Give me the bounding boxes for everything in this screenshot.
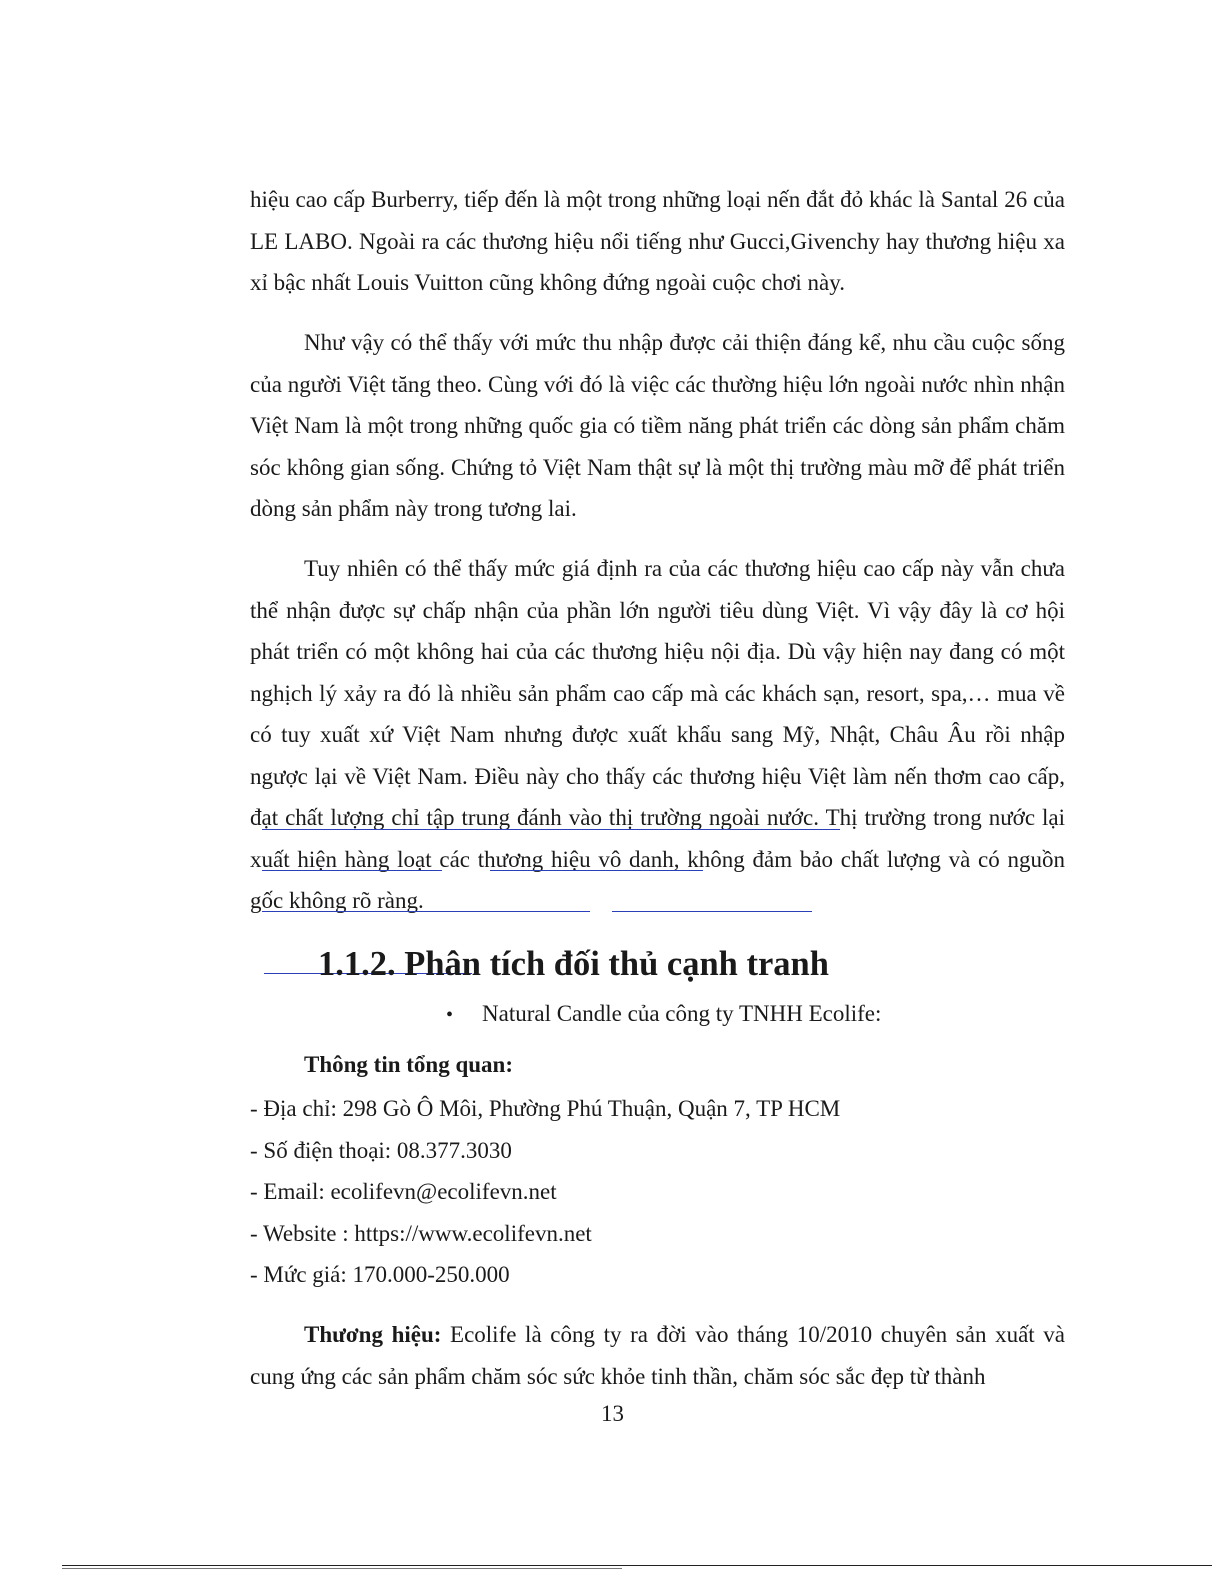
footer-divider [62,1565,1212,1566]
info-address: - Địa chỉ: 298 Gò Ô Môi, Phường Phú Thuận, Quận 7, TP HCM [250,1096,841,1121]
paragraph-text: Tuy nhiên có thể thấy mức giá định ra của các thương hiệu cao cấp này vẫn chưa thể nhận được sự chấp nhận của phần lớn người tiêu dùng Việt. Vì vậy đây là cơ hội phát triển có một không hai của các thương hiệu nội địa. Dù vậy hiện nay đang có một nghịch lý xảy ra đó là nhiều sản phẩm cao cấp mà các khách sạn, resort, spa,… mua về có tuy xuất xứ Việt Nam nhưng được xuất khẩu sang Mỹ, Nhật, Châu Âu rồi nhập ngược lại về Việt Nam. Điều này cho thấy các thương hiệu Việt làm nến thơm cao cấp, đạt chất lượng chỉ tập trung đánh vào thị trường ngoài nước. Thị trường trong nước lại xuất hiện hàng loạt các thương hiệu vô danh, không đảm bảo chất lượng và có nguồn gốc không rõ ràng. [250,556,1065,913]
company-info-list [250,1088,840,1296]
revision-underline [262,870,442,871]
paragraph-domestic-paradox [250,548,1065,922]
revision-underline [612,911,812,912]
revision-underline [262,829,557,830]
revision-underline [490,870,703,871]
paragraph-text: Như vậy có thể thấy với mức thu nhập được cải thiện đáng kể, nhu cầu cuộc sống của người Việt tăng theo. Cùng với đó là việc các thường hiệu lớn ngoài nước nhìn nhận Việt Nam là một trong những quốc gia có tiềm năng phát triển các dòng sản phẩm chăm sóc không gian sống. Chứng tỏ Việt Nam thật sự là một thị trường màu mỡ để phát triển dòng sản phẩm này trong tương lai. [250,330,1065,521]
paragraph-text [250,1314,1065,1397]
paragraph-luxury-brands [250,179,1065,304]
competitor-bullet [446,995,881,1034]
paragraph-brand [250,1314,1065,1397]
bullet-text: Natural Candle của công ty TNHH Ecolife: [482,1001,882,1026]
paragraph-text: hiệu cao cấp Burberry, tiếp đến là một trong những loại nến đắt đỏ khác là Santal 26 của LE LABO. Ngoài ra các thương hiệu nổi tiếng như Gucci,Givenchy hay thương hiệu xa xỉ bậc nhất Louis Vuitton cũng không đứng ngoài cuộc chơi này. [250,187,1065,295]
overview-heading: Thông tin tổng quan: [304,1052,513,1077]
brand-text: Ecolife là công ty ra đời vào tháng 10/2010 chuyên sản xuất và cung ứng các sản phẩm chăm sóc sức khỏe tinh thần, chăm sóc sắc đẹp từ thành [250,1322,1065,1389]
brand-label: Thương hiệu: [304,1322,442,1347]
info-price: - Mức giá: 170.000-250.000 [250,1262,510,1287]
revision-underline [557,829,840,830]
info-phone: - Số điện thoại: 08.377.3030 [250,1137,512,1163]
section-heading-competitor-analysis: 1.1.2. Phân tích đối thủ cạnh tranh [318,945,829,983]
info-email: - Email: ecolifevn@ecolifevn.net [250,1179,557,1204]
revision-underline [262,911,590,912]
page-number: 13 [601,1401,624,1426]
info-website: - Website : https://www.ecolifevn.net [250,1220,592,1246]
bullet-dot-icon: • [446,1004,454,1026]
paragraph-market-potential [250,322,1065,530]
footer-divider [62,1568,622,1569]
